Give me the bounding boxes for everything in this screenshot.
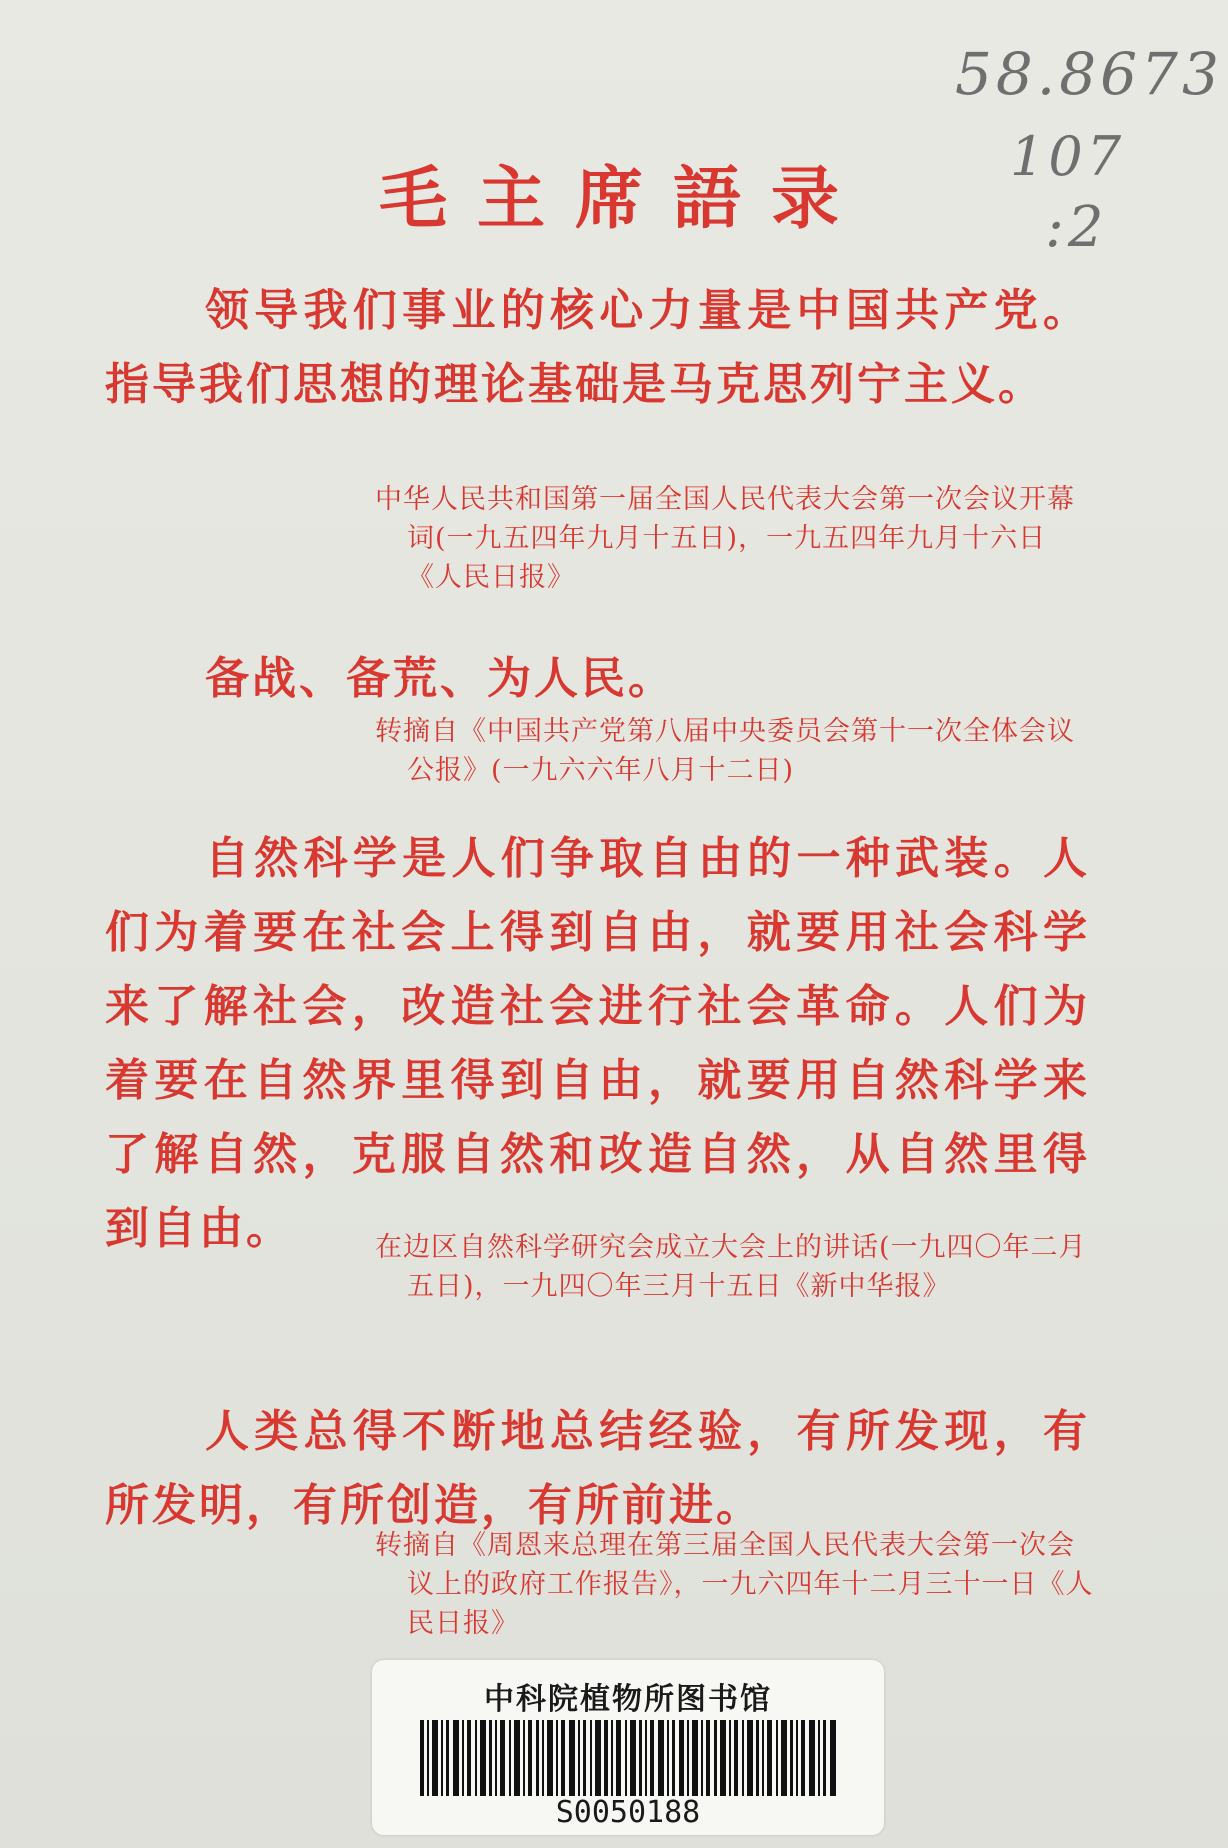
library-name: 中科院植物所图书馆: [484, 1682, 772, 1717]
library-barcode-label: [372, 1660, 884, 1835]
page-title: 毛主席語录: [378, 159, 869, 239]
handwritten-volume-number: 107: [1010, 125, 1126, 188]
handwritten-catalog-number: 58.8673: [955, 40, 1223, 108]
quote-source: 转摘自《周恩来总理在第三届全国人民代表大会第一次会议上的政府工作报告》，一九六四年十二月三十一日《人民日报》: [375, 1530, 1094, 1639]
quote-text: 备战、备荒、为人民。: [205, 653, 675, 704]
barcode-icon: [420, 1720, 836, 1796]
handwritten-copy-number: :2: [1045, 195, 1108, 260]
quote-text: 自然科学是人们争取自由的一种武装。人们为着要在社会上得到自由，就要用社会科学来了解社会，改造社会进行社会革命。人们为着要在自然界里得到自由，就要用自然科学来了解自然，克服自然和改造自然，从自然里得到自由。: [105, 833, 1090, 1254]
quote-text: 人类总得不断地总结经验，有所发现，有所发明，有所创造，有所前进。: [105, 1406, 1090, 1531]
quote-source: 中华人民共和国第一届全国人民代表大会第一次会议开幕词(一九五四年九月十五日)，一九五四年九月十六日《人民日报》: [375, 484, 1075, 593]
barcode-number: S0050188: [555, 1795, 701, 1830]
quote-source: 在边区自然科学研究会成立大会上的讲话(一九四〇年二月五日)，一九四〇年三月十五日《新中华报》: [375, 1232, 1087, 1302]
quote-text: 领导我们事业的核心力量是中国共产党。指导我们思想的理论基础是马克思列宁主义。: [105, 285, 1090, 410]
quote-source: 转摘自《中国共产党第八届中央委员会第十一次全体会议公报》(一九六六年八月十二日): [375, 716, 1075, 786]
